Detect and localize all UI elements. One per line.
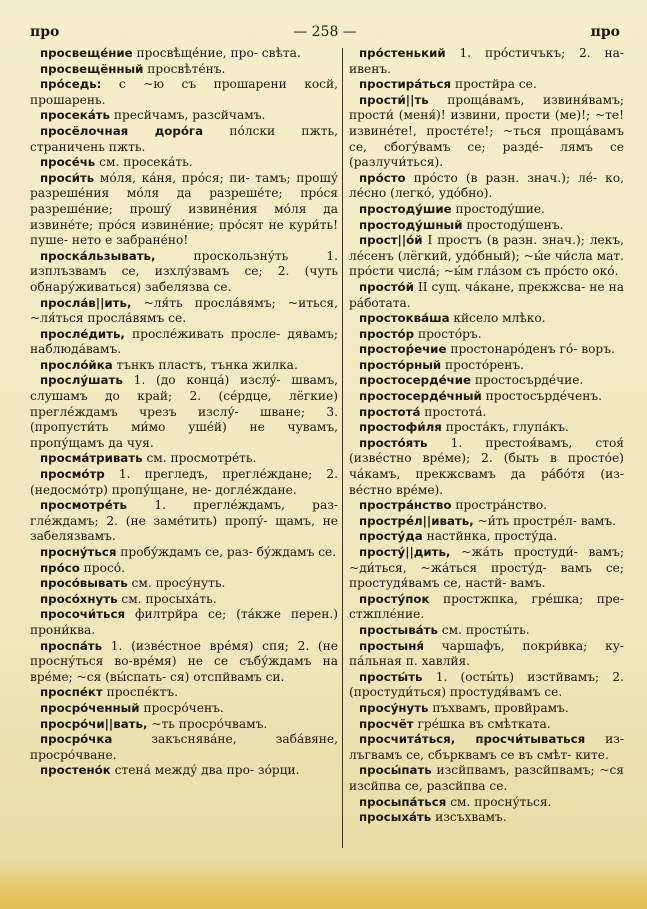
- dictionary-entry: [349, 763, 624, 794]
- header-right-guide-word: про: [590, 24, 620, 40]
- page-edge-stain: [0, 860, 647, 909]
- entry-headword: просы́пать: [359, 763, 432, 778]
- entry-definition: про́сто (в разн. знач.); ле́- ко, ле́сно (легко́, удо́бно).: [349, 170, 624, 201]
- entry-definition: кйсело млѣко.: [449, 311, 546, 326]
- entry-definition: ~жа́ть простуди́- вамъ; ~ди́ться, ~жа́ться просту́д- вамъ се; простудя́вамъ се, настй- вамъ.: [349, 545, 624, 591]
- entry-headword: просле́дить,: [40, 326, 125, 341]
- entry-definition: ~ть просро́чвамъ.: [147, 716, 268, 731]
- left-column: [30, 46, 338, 779]
- dictionary-entry: [30, 607, 338, 638]
- entry-definition: по́лски пжть, страничень пжть.: [30, 123, 338, 154]
- entry-definition: просто́ренъ.: [441, 357, 524, 372]
- dictionary-entry: [30, 685, 338, 701]
- dictionary-entry: [30, 732, 338, 763]
- dictionary-entry: [30, 108, 338, 124]
- entry-headword: простоква́ша: [359, 311, 450, 326]
- dictionary-entry: [349, 218, 624, 234]
- dictionary-entry: [349, 701, 624, 717]
- entry-definition: пъхвамъ, провйрамъ.: [428, 700, 569, 715]
- entry-headword: простоду́шный: [359, 217, 463, 232]
- entry-definition: тънкъ пластъ, тънка жилка.: [112, 357, 298, 372]
- dictionary-entry: [349, 202, 624, 218]
- entry-definition: простоду́шие.: [451, 201, 545, 216]
- page-header: [30, 24, 620, 44]
- entry-headword: просма́тривать: [40, 451, 143, 466]
- dictionary-entry: [30, 717, 338, 733]
- entry-definition: 1. прегледъ, прегле́ждане; 2. (недосмо́тр) пропу́щане, не- догле́ждане.: [30, 467, 338, 497]
- dictionary-entry: [349, 592, 624, 623]
- entry-headword: прослу́шать: [40, 373, 123, 388]
- entry-headword: просёлочная доро́га: [40, 123, 204, 138]
- entry-definition: простосърде́ченъ.: [481, 389, 602, 404]
- column-divider: [342, 48, 343, 848]
- entry-headword: про́стенький: [359, 46, 446, 60]
- entry-definition: изсйпвамъ, разсйпвамъ; ~ся изсйпва се, разсйпва се.: [349, 763, 624, 793]
- entry-headword: простре́л||ивать,: [359, 513, 474, 528]
- entry-definition: с ~ю съ прошарени косй, прошарень.: [30, 77, 338, 107]
- entry-headword: просту́пок: [359, 591, 430, 606]
- entry-definition: см. просну́ться.: [446, 794, 552, 809]
- entry-headword: проси́ть: [40, 170, 95, 185]
- dictionary-entry: [30, 249, 338, 296]
- dictionary-entry: [349, 717, 624, 733]
- entry-headword: просмо́тр: [40, 467, 105, 482]
- entry-definition: пресйчамъ, разсйчамъ.: [109, 108, 266, 123]
- entry-headword: простофи́ля: [359, 420, 442, 435]
- dictionary-entry: [349, 233, 624, 280]
- entry-definition: настйнка, просту́да.: [422, 529, 558, 544]
- dictionary-entry: [30, 358, 338, 374]
- entry-definition: пробу́ждамъ се, раз- бу́ждамъ се.: [116, 545, 337, 559]
- entry-headword: простыня́: [359, 638, 424, 653]
- entry-definition: филтрйра се; (та́кже перен.) прони́ква.: [30, 607, 338, 637]
- entry-headword: просло́йка: [40, 357, 113, 372]
- entry-headword: просыпа́ться: [359, 794, 447, 809]
- dictionary-entry: [349, 529, 624, 545]
- entry-definition: просвѣте́нъ.: [143, 61, 226, 76]
- entry-headword: проспа́ть: [40, 638, 103, 653]
- entry-definition: 1. про́стичъкъ; 2. на- ивенъ.: [349, 46, 624, 76]
- entry-headword: просро́ченный: [40, 700, 140, 715]
- dictionary-entry: [349, 342, 624, 358]
- entry-headword: простосерде́чие: [359, 373, 471, 388]
- dictionary-entry: [349, 311, 624, 327]
- entry-definition: просле́живать просле- дявамъ; наблюда́вамъ.: [30, 326, 338, 357]
- entry-definition: просвѣще́ние, про- свѣта.: [132, 46, 301, 60]
- entry-definition: I простъ (в разн. знач.); лекъ, ле́сенъ (лёгкий, удо́бный); ~ы́е чи́сла мат. про́сти числа́; ~ы́м гла́зом съ про́сто око́.: [349, 233, 624, 279]
- dictionary-entry: [349, 389, 624, 405]
- entry-definition: 1. прегле́ждамъ, раз- гле́ждамъ; 2. (не заме́тить) пропу́- щамъ, не забелязвамъ.: [30, 498, 338, 544]
- entry-headword: простоду́шие: [359, 201, 452, 216]
- entry-headword: простосерде́чный: [359, 389, 482, 404]
- page-number: — 258 —: [293, 24, 357, 40]
- dictionary-entry: [30, 155, 338, 171]
- entry-definition: 1. (изве́стное вре́мя) спя; 2. (не просну́ться во-вре́мя) не се събу́ждамъ на вре́ме; ~ся (вы́спать- ся) отспйвамъ си.: [30, 638, 338, 684]
- entry-headword: просты́ть: [359, 669, 423, 684]
- entry-definition: ~ля́ть просла́вямъ; ~иться, ~ля́ться просла́вямъ се.: [30, 295, 338, 326]
- entry-headword: просла́в||ить,: [40, 295, 132, 310]
- entry-headword: просвещённый: [40, 61, 144, 76]
- entry-definition: простоду́шенъ.: [462, 217, 564, 232]
- entry-headword: просчита́ться, просчи́тываться: [359, 732, 586, 747]
- dictionary-entry: [30, 467, 338, 498]
- entry-definition: мо́ля, ка́ня, про́ся; пи- тамъ; прошу́ разреше́ния мо́ля да разреше́те; про́ся разреше́ние; прошу́ извине́ния мо́ля да извине́те; про́ся извине́ние; про́сят не кури́ть! пуше- нето е забране́но!: [30, 170, 338, 248]
- entry-headword: проспе́кт: [40, 685, 103, 700]
- dictionary-entry: [349, 327, 624, 343]
- dictionary-entry: [349, 358, 624, 374]
- entry-definition: 1. (осты́ть) изстйвамъ; 2. (простуди́ться) простудя́вамъ се.: [349, 669, 624, 700]
- entry-definition: просро́ченъ.: [139, 700, 224, 715]
- dictionary-entry: [349, 405, 624, 421]
- dictionary-entry: [30, 545, 338, 561]
- entry-definition: простйра се.: [451, 77, 537, 92]
- entry-definition: простонаро́денъ го́- воръ.: [446, 342, 615, 357]
- dictionary-entry: [349, 498, 624, 514]
- dictionary-entry: [349, 514, 624, 530]
- entry-headword: просто́рный: [359, 357, 442, 372]
- entry-headword: просо́вывать: [40, 576, 128, 591]
- dictionary-entry: [349, 670, 624, 701]
- entry-definition: 1. (до конца́) изслу́- швамъ, слушамъ до край; 2. (се́рдце, лёгкие) прегле́ждамъ чрезъ изслу́- шване; 3. (пропусти́ть ми́мо уше́й) не чувамъ, пропу́щамъ да чуя.: [30, 373, 338, 450]
- entry-headword: про́со: [40, 560, 80, 575]
- dictionary-entry: [30, 77, 338, 108]
- dictionary-entry: [30, 701, 338, 717]
- entry-headword: простор́ечие: [359, 342, 447, 357]
- dictionary-entry: [349, 171, 624, 202]
- entry-headword: просыха́ть: [359, 810, 432, 825]
- entry-definition: ~и́ть простре́л- вамъ.: [473, 513, 616, 528]
- dictionary-entry: [30, 451, 338, 467]
- dictionary-entry: [30, 498, 338, 545]
- entry-definition: стена́ между́ два про- зо́рци.: [110, 763, 300, 778]
- entry-definition: просо́.: [79, 560, 125, 575]
- entry-definition: см. просмотре́ть.: [142, 451, 257, 466]
- dictionary-entry: [30, 46, 338, 62]
- entry-headword: прост||о́й: [359, 233, 423, 248]
- entry-headword: просто́ять: [359, 435, 428, 450]
- entry-definition: гре́шка въ смѣтката.: [413, 716, 551, 731]
- dictionary-entry: [349, 810, 624, 826]
- dictionary-entry: [30, 639, 338, 686]
- entry-definition: закъснява́не, заба́вяне, просро́чване.: [30, 732, 338, 762]
- dictionary-entry: [349, 639, 624, 670]
- entry-headword: прости́||ть: [359, 92, 429, 107]
- entry-definition: см. просу́нуть.: [127, 576, 226, 591]
- entry-definition: простота́.: [420, 404, 487, 419]
- dictionary-entry: [30, 296, 338, 327]
- entry-headword: просмотре́ть: [40, 498, 128, 513]
- entry-definition: просто́ръ.: [414, 326, 482, 341]
- entry-definition: изсъхвамъ.: [431, 810, 507, 825]
- entry-headword: просто́р: [359, 326, 415, 341]
- entry-headword: просто́й: [359, 279, 414, 294]
- entry-headword: просочи́ться: [40, 607, 126, 622]
- dictionary-entry: [349, 436, 624, 498]
- entry-definition: из- лъгвамъ се, сбърквамъ се въ смѣт- ките.: [349, 732, 624, 762]
- dictionary-entry: [30, 62, 338, 78]
- entry-definition: см. просты́ть.: [437, 622, 530, 637]
- dictionary-entry: [349, 623, 624, 639]
- entry-definition: чаршафъ, покри́вка; ку- па́льная п. хавлйя.: [349, 638, 624, 669]
- entry-headword: просчёт: [359, 716, 414, 731]
- dictionary-entry: [30, 576, 338, 592]
- dictionary-entry: [349, 280, 624, 311]
- entry-headword: простира́ться: [359, 77, 452, 92]
- entry-headword: просека́ть: [40, 108, 110, 123]
- dictionary-entry: [30, 592, 338, 608]
- entry-definition: простра́нство.: [451, 498, 548, 513]
- entry-definition: простжпка, гре́шка; прe- стжпле́ние.: [349, 591, 624, 622]
- entry-headword: простено́к: [40, 763, 111, 778]
- entry-definition: проста́къ, глупа́къ.: [441, 420, 569, 435]
- entry-headword: просту́||дить,: [359, 545, 451, 559]
- entry-headword: про́сто: [359, 170, 406, 185]
- entry-headword: просвеще́ние: [40, 46, 133, 60]
- entry-headword: просу́нуть: [359, 700, 429, 715]
- dictionary-entry: [30, 171, 338, 249]
- entry-headword: простота́: [359, 404, 421, 419]
- dictionary-entry: [30, 373, 338, 451]
- entry-definition: II сущ. ча́кане, прекжсва- не на ра́ботата.: [349, 279, 624, 310]
- entry-headword: просе́чь: [40, 155, 96, 170]
- entry-definition: простосърде́чие.: [470, 373, 584, 388]
- entry-definition: см. просека́ть.: [95, 155, 193, 170]
- dictionary-entry: [30, 763, 338, 779]
- dictionary-entry: [349, 77, 624, 93]
- header-left-guide-word: про: [30, 24, 60, 40]
- entry-definition: проскользну́ть 1. изплъзвамъ се, изхлу́звамъ се; 2. (чуть обнару́живаться) забелязва се.: [30, 248, 338, 294]
- dictionary-entry: [349, 373, 624, 389]
- entry-headword: проска́льзывать,: [40, 248, 156, 263]
- dictionary-entry: [30, 327, 338, 358]
- entry-definition: 1. престоя́вамъ, стоя́ (изве́стно вре́ме); 2. (быть в просто́е) ча́камъ, прекжсвамъ да ра́бо́тя (из- ве́стно вре́ме).: [349, 435, 624, 497]
- entry-definition: проспе́ктъ.: [102, 685, 178, 700]
- entry-headword: простра́нство: [359, 498, 452, 513]
- entry-headword: простыва́ть: [359, 622, 438, 637]
- entry-headword: просну́ться: [40, 545, 117, 559]
- dictionary-entry: [30, 561, 338, 577]
- dictionary-entry: [349, 420, 624, 436]
- dictionary-entry: [30, 124, 338, 155]
- dictionary-entry: [349, 732, 624, 763]
- dictionary-entry: [349, 795, 624, 811]
- entry-headword: просту́да: [359, 529, 423, 544]
- right-column: [349, 46, 624, 826]
- entry-headword: просро́чка: [40, 732, 113, 747]
- dictionary-entry: [349, 93, 624, 171]
- entry-definition: проща́вамъ, извиня́вамъ; прости́ (меня́)! извини, прости (ме)!; ~те! извине́те!, прoсте́те!; ~ться проща́вамъ се, сбогу́вамъ се; разде́- лямъ се (разлучи́ться).: [349, 92, 624, 170]
- dictionary-entry: [349, 46, 624, 77]
- entry-headword: про́седь:: [40, 77, 102, 92]
- dictionary-entry: [349, 545, 624, 592]
- entry-headword: просо́хнуть: [40, 591, 118, 606]
- entry-definition: см. просыха́ть.: [117, 591, 217, 606]
- entry-headword: просро́чи||вать,: [40, 716, 148, 731]
